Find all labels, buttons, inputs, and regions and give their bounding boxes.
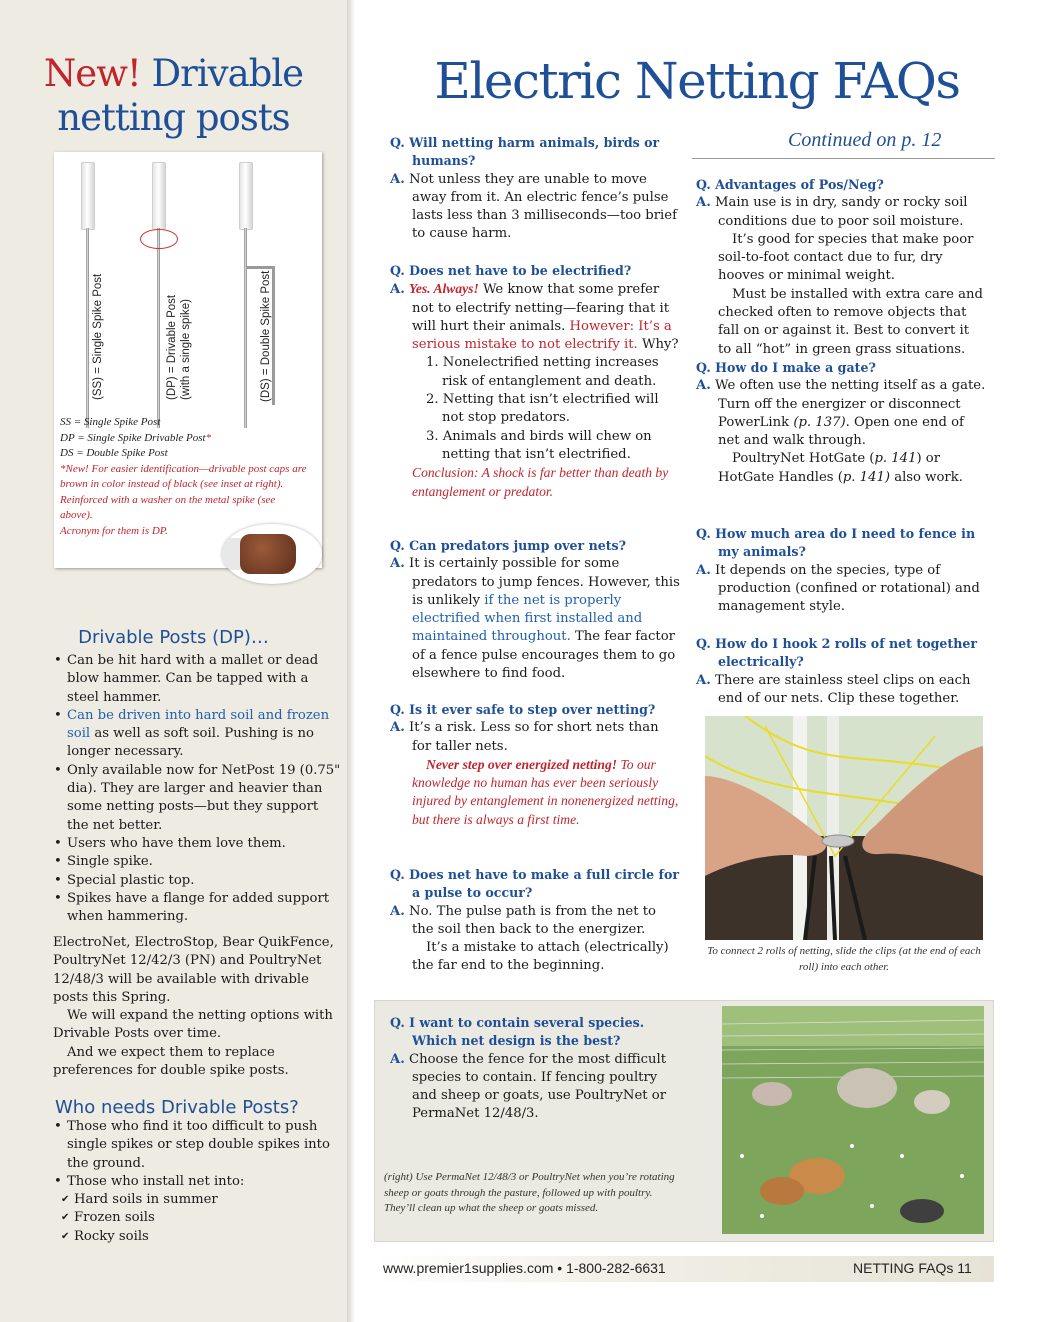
faq-q3 xyxy=(390,537,680,683)
a-emphasis: Yes. Always! xyxy=(409,281,479,297)
faq-answer xyxy=(390,903,680,940)
q-text: How much area do I need to fence in my animals? xyxy=(715,526,976,560)
a-highlight: if the net is properly electrified when first installed and maintained throughout. xyxy=(412,592,643,645)
a-text: We know that some prefer not to electrify netting—fearing that it will hurt their animals. xyxy=(412,282,670,334)
faq-q8 xyxy=(696,525,986,616)
safety-warning xyxy=(390,756,680,829)
q-label: Q. xyxy=(390,538,405,553)
title-drivable-word: Drivable xyxy=(151,52,304,95)
faq-question-gate xyxy=(696,359,986,377)
faq-question xyxy=(390,866,680,903)
list-item: • Can be hit hard with a mallet or dead blow hammer. Can be tapped with a steel hammer. xyxy=(52,652,342,707)
q-label: Q. xyxy=(390,867,405,882)
a-text: There are stainless steel clips on each end of our nets. Clip these together. xyxy=(715,672,971,706)
q-text: Advantages of Pos/Neg? xyxy=(715,177,884,192)
q-label: Q. xyxy=(696,359,711,375)
faq-q2 xyxy=(390,262,680,501)
sidebar-paragraph: ElectroNet, ElectroStop, Bear QuikFence, PoultryNet 12/42/3 (PN) and PoultryNet 12/48/3 will be available with drivable posts this Spring. xyxy=(53,935,334,1005)
title-new-word: New! xyxy=(43,52,141,95)
sheep-poultry-pasture-photo xyxy=(722,1006,984,1234)
sidebar-paragraphs xyxy=(53,934,343,1080)
footer-page-label: NETTING FAQs 11 xyxy=(853,1260,972,1276)
ds-post-label: (DS) = Double Spike Post xyxy=(260,270,272,402)
a-text: . Open one end of net and walk through. xyxy=(718,414,964,449)
list-item: • Spikes have a flange for added support when hammering. xyxy=(52,890,342,927)
faq-question xyxy=(696,635,986,672)
clips-photo-caption: To connect 2 rolls of netting, slide the clips (at the end of each roll) into each other. xyxy=(707,945,981,973)
a-text: It is certainly possible for some predators to jump fences. However, this is unlikely xyxy=(409,556,680,608)
q-label: Q. xyxy=(390,702,405,717)
list-item: • Only available now for NetPost 19 (0.75" dia). They are larger and heavier than some netting posts—but they support the net better. xyxy=(52,762,342,835)
list-item-highlight: Can be driven into hard soil and frozen soil xyxy=(67,707,330,742)
faq-q1 xyxy=(390,134,680,244)
a-text: Main use is in dry, sandy or rocky soil conditions due to poor soil moisture. xyxy=(715,195,968,229)
a-text: It depends on the species, type of production (confined or rotational) and management style. xyxy=(715,562,980,615)
q-text: Is it ever safe to step over netting? xyxy=(409,702,656,717)
washer-highlight-circle xyxy=(140,229,178,249)
legend-ds: DS = Double Spike Post xyxy=(60,447,168,459)
faq-answer xyxy=(390,555,680,683)
list-item: 3. Animals and birds will chew on netting that isn’t electrified. xyxy=(426,428,652,462)
faq-q9 xyxy=(696,635,986,708)
a-label: A. xyxy=(390,1051,405,1067)
checklist-item: ✔ Frozen soils xyxy=(52,1209,347,1227)
q-text: How do I make a gate? xyxy=(715,359,876,375)
legend-note: *New! For easier identification—drivable post caps are brown in color instead of black (see inset at right). Reinforced with a washer on the metal spike (see above). xyxy=(60,462,307,521)
legend-dp: DP = Single Spike Drivable Post xyxy=(60,431,206,444)
faq-question xyxy=(390,537,680,555)
faq-q4 xyxy=(390,701,680,829)
q-text: How do I hook 2 rolls of net together electrically? xyxy=(715,636,978,670)
q-text: I want to contain several species. Which net design is the best? xyxy=(409,1015,645,1049)
list-item: 2. Netting that isn’t electrified will not stop predators. xyxy=(426,392,659,426)
faq-answer xyxy=(390,280,680,354)
checklist-item: ✔ Rocky soils xyxy=(52,1228,347,1246)
who-needs-list xyxy=(52,1118,347,1246)
a-text: No. The pulse path is from the net to the soil then back to the energizer. xyxy=(409,903,656,937)
faq-question xyxy=(696,176,986,194)
a-text: We often use the netting itself as a gate. Turn off the energizer or disconnect PowerLink xyxy=(715,378,986,430)
legend-ss: SS = Single Spike Post xyxy=(60,416,161,428)
page-reference: p. 141 xyxy=(874,451,917,467)
a-text: also work. xyxy=(890,469,963,485)
a-label: A. xyxy=(390,282,405,298)
sidebar-paragraph: And we expect them to replace preferences for double spike posts. xyxy=(53,1044,289,1079)
q-label: Q. xyxy=(696,636,711,651)
checklist-item: ✔ Hard soils in summer xyxy=(52,1191,347,1209)
continued-note: Continued on p. 12 xyxy=(788,129,942,151)
q-text: Does net have to make a full circle for a pulse to occur? xyxy=(409,867,680,901)
a-text: PoultryNet HotGate ( xyxy=(732,451,875,467)
legend-dp-line xyxy=(60,431,316,447)
brown-cap-inset-image xyxy=(222,524,322,584)
faq-species xyxy=(390,1014,680,1124)
warning-text: To our knowledge no human has ever been seriously injured by entanglement in nonenergized netting, but there is always a first time. xyxy=(412,756,679,827)
page-reference: p. 141) xyxy=(842,469,891,485)
a-label: A. xyxy=(696,195,711,211)
faq-question xyxy=(390,134,680,171)
a-label: A. xyxy=(390,556,405,572)
list-item-text: as well as soft soil. Pushing is no longer necessary. xyxy=(67,726,314,760)
q-label: Q. xyxy=(390,263,405,278)
faq-question xyxy=(696,525,986,562)
q-label: Q. xyxy=(390,135,405,150)
a-text: Not unless they are unable to move away from it. An electric fence’s pulse lasts less than 3 milliseconds—too brief to cause harm. xyxy=(409,171,677,242)
continued-divider xyxy=(692,158,995,159)
faq-question xyxy=(390,262,680,280)
list-item: • Special plastic top. xyxy=(52,872,342,890)
warning-bold: Never step over energized netting! xyxy=(426,756,618,772)
answer-paragraph xyxy=(696,450,986,487)
faq-q6 xyxy=(696,176,986,487)
a-label: A. xyxy=(390,171,405,187)
sidebar-title xyxy=(0,52,347,140)
faq-question xyxy=(390,701,680,719)
sidebar-paragraph: We will expand the netting options with Drivable Posts over time. xyxy=(53,1008,333,1042)
reasons-list xyxy=(390,354,680,464)
a-text: The fear factor of a fence pulse encourages them to go elsewhere to find food. xyxy=(412,629,676,682)
faq-answer xyxy=(696,194,986,231)
list-item: • Single spike. xyxy=(52,853,342,871)
legend-dp-mark: * xyxy=(205,431,212,444)
faq-q5 xyxy=(390,866,680,976)
faq-answer xyxy=(696,562,986,617)
faq-answer xyxy=(390,719,680,756)
q-label: Q. xyxy=(696,177,711,192)
list-item: 1. Nonelectrified netting increases risk of entanglement and death. xyxy=(426,355,659,389)
title-line2: netting posts xyxy=(57,96,290,139)
q-label: Q. xyxy=(696,526,711,541)
a-label: A. xyxy=(696,378,711,394)
faq-question xyxy=(390,1014,680,1051)
q-text: Does net have to be electrified? xyxy=(409,263,632,278)
a-label: A. xyxy=(390,720,405,736)
a-text: Why? xyxy=(637,337,679,353)
q-label: Q. xyxy=(390,1015,405,1030)
faq-answer xyxy=(696,672,986,709)
dp-post-label-1: (DP) = Drivable Post xyxy=(166,294,178,400)
ss-post-label: (SS) = Single Spike Post xyxy=(92,273,104,400)
a-label: A. xyxy=(696,562,711,578)
who-needs-heading: Who needs Drivable Posts? xyxy=(55,1097,299,1118)
a-text: Choose the fence for the most difficult species to contain. If fencing poultry and sheep or goats, use PoultryNet or PermaNet 12/48/3. xyxy=(409,1051,667,1122)
legend-note-acronym: Acronym for them is DP. xyxy=(60,524,168,537)
list-item: • Users who have them love them. xyxy=(52,835,342,853)
page-gutter xyxy=(347,0,355,1322)
a-warning: However: It’s a serious mistake to not electrify it. xyxy=(412,318,672,353)
drivable-posts-heading: Drivable Posts (DP)… xyxy=(78,627,269,648)
list-item: • Those who install net into: xyxy=(52,1173,347,1191)
posts-photo-card xyxy=(54,152,322,568)
a-label: A. xyxy=(696,672,711,688)
faq-answer-gate xyxy=(696,377,986,450)
a-label: A. xyxy=(390,903,405,919)
clips-connection-photo xyxy=(705,716,983,940)
a-text: ) or HotGate Handles ( xyxy=(718,451,941,485)
answer-paragraph: It’s a mistake to attach (electrically) the far end to the beginning. xyxy=(412,940,669,974)
q-text: Will netting harm animals, birds or humans? xyxy=(409,135,660,169)
faq-answer xyxy=(390,171,680,244)
posts-legend xyxy=(60,415,316,539)
list-item: • Those who find it too difficult to push single spikes or step double spikes into the ground. xyxy=(52,1118,347,1173)
species-photo-caption: (right) Use PermaNet 12/48/3 or PoultryNet when you’re rotating sheep or goats through the pasture, followed up with poultry. They’ll clean up what the sheep or goats missed. xyxy=(384,1171,675,1214)
page-title: Electric Netting FAQs xyxy=(434,52,960,110)
list-item xyxy=(52,707,342,762)
dp-post-label-2: (with a single spike) xyxy=(180,299,192,400)
answer-paragraph: Must be installed with extra care and checked often to remove objects that fall on or against it. Best to convert it to all “hot” in green grass situations. xyxy=(718,286,983,357)
faq-answer xyxy=(390,1051,680,1124)
page-reference: (p. 137) xyxy=(793,414,846,430)
a-text: It’s a risk. Less so for short nets than for taller nets. xyxy=(409,720,659,754)
drivable-posts-list xyxy=(52,652,342,926)
conclusion-text: Conclusion: A shock is far better than death by entanglement or predator. xyxy=(412,465,669,499)
q-text: Can predators jump over nets? xyxy=(409,538,627,553)
footer-contact: www.premier1supplies.com • 1-800-282-6631 xyxy=(383,1260,666,1276)
answer-paragraph: It’s good for species that make poor soil-to-foot contact due to fur, dry hooves or minimal weight. xyxy=(718,231,974,284)
